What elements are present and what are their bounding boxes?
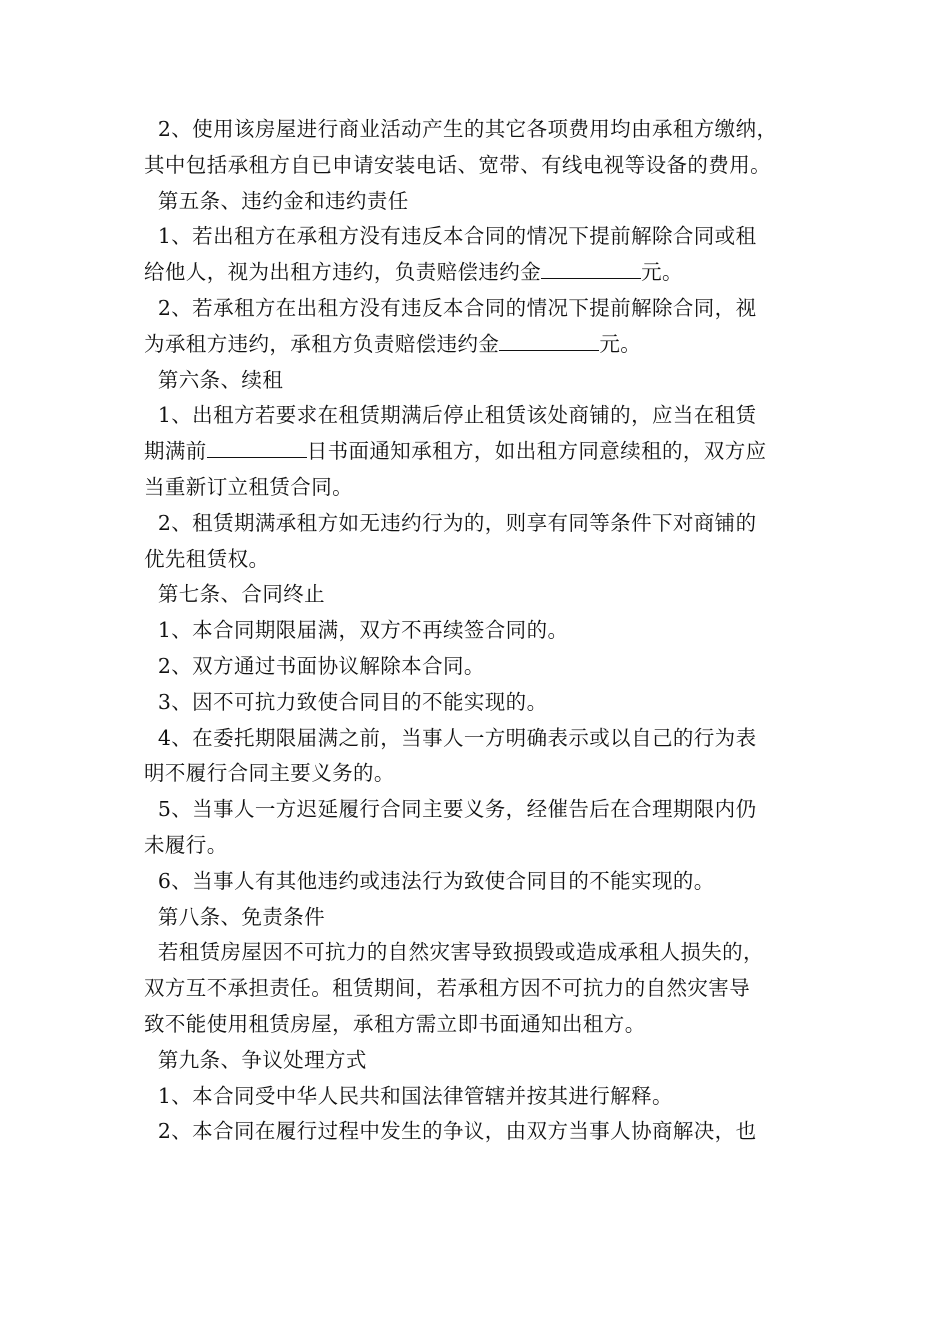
line-text-before-blank: 为承租方违约，承租方负责赔偿违约金 [144,331,500,356]
line-text-after-blank: 元。 [641,260,683,285]
document-line: 未履行。 [144,832,228,857]
line-text-before-blank: 期满前 [144,439,207,464]
line-text-before-blank: 给他人，视为出租方违约，负责赔偿违约金 [144,260,542,285]
document-line: 2、本合同在履行过程中发生的争议，由双方当事人协商解决，也 [144,1119,757,1144]
document-line [144,327,816,363]
fill-in-blank [541,256,641,279]
document-line: 第五条、违约金和违约责任 [144,188,409,213]
document-line: 3、因不可抗力致使合同目的不能实现的。 [144,689,548,714]
document-line: 4、在委托期限届满之前，当事人一方明确表示或以自己的行为表 [144,725,757,750]
line-text-after-blank: 日书面通知承租方，如出租方同意续租的，双方应 [306,439,767,464]
document-line: 其中包括承租方自已申请安装电话、宽带、有线电视等设备的费用。 [144,152,771,177]
document-line [144,434,816,470]
document-line: 第七条、合同终止 [144,582,326,607]
document-line: 1、本合同期限届满，双方不再续签合同的。 [144,618,569,643]
document-line: 1、本合同受中华人民共和国法律管辖并按其进行解释。 [144,1083,673,1108]
document-line [144,255,816,291]
document-line: 第九条、争议处理方式 [144,1047,367,1072]
document-line: 2、若承租方在出租方没有违反本合同的情况下提前解除合同，视 [144,295,757,320]
document-line: 6、当事人有其他违约或违法行为致使合同目的不能实现的。 [144,868,715,893]
document-line: 双方互不承担责任。租赁期间，若承租方因不可抗力的自然灾害导 [144,976,751,1001]
document-line: 2、双方通过书面协议解除本合同。 [144,653,485,678]
document-line: 致不能使用租赁房屋，承租方需立即书面通知出租方。 [144,1011,646,1036]
document-line: 第六条、续租 [144,367,284,392]
document-line: 2、租赁期满承租方如无违约行为的，则享有同等条件下对商铺的 [144,510,757,535]
fill-in-blank [207,435,307,458]
fill-in-blank [499,328,599,351]
document-line: 1、若出租方在承租方没有违反本合同的情况下提前解除合同或租 [144,224,757,249]
document-line: 第八条、免责条件 [144,904,326,929]
document-line: 若租赁房屋因不可抗力的自然灾害导致损毁或造成承租人损失的， [144,940,764,965]
document-line: 当重新订立租赁合同。 [144,474,353,499]
line-text-after-blank: 元。 [599,331,642,356]
document-line: 5、当事人一方迟延履行合同主要义务，经催告后在合理期限内仍 [144,797,757,822]
document-line: 明不履行合同主要义务的。 [144,761,395,786]
document-line: 2、使用该房屋进行商业活动产生的其它各项费用均由承租方缴纳， [144,117,778,141]
document-line: 1、出租方若要求在租赁期满后停止租赁该处商铺的，应当在租赁 [144,403,757,428]
contract-text-body [144,112,816,1150]
document-line: 优先租赁权。 [144,546,270,571]
